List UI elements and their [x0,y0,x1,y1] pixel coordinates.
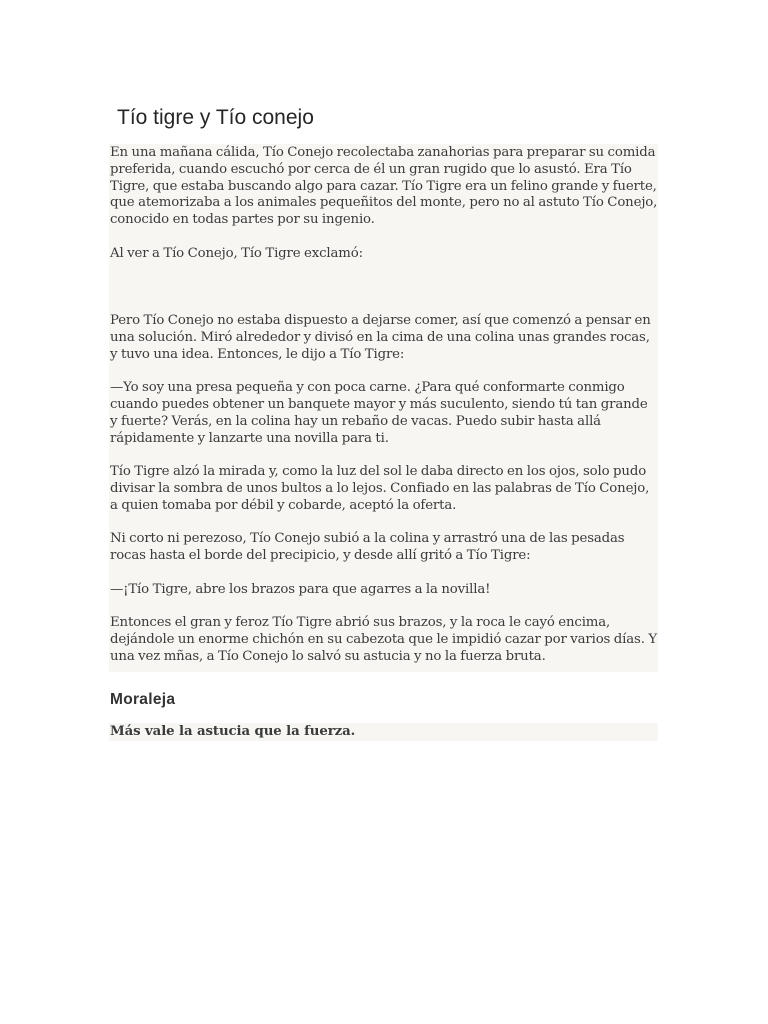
paragraph-spacer [110,447,658,464]
moral-heading: Moraleja [110,691,176,708]
story-paragraph-2: Al ver a Tío Conejo, Tío Tigre exclamó: [110,245,363,261]
moral-box [109,723,658,741]
story-paragraph-8: Entonces el gran y feroz Tío Tigre abrió sus brazos, y la roca le cayó encima, dejándole un enorme chichón en su cabezota que le impidió cazar por varios días. Y una vez mñas, a Tío Conejo lo salvó su astucia y no la fuerza bruta. [110,615,658,664]
moral-text: Más vale la astucia que la fuerza. [110,724,356,739]
story-body [109,144,658,672]
story-paragraph-3: Pero Tío Conejo no estaba dispuesto a dejarse comer, así que comenzó a pensar en una solución. Miró alrededor y divisó en la cima de una colina unas grandes rocas, y tuvo una idea. Entonces, le dijo a Tío Tigre: [110,312,651,362]
story-paragraph-4: —Yo soy una presa pequeña y con poca carne. ¿Para qué conformarte conmigo cuando puedes obtener un banquete mayor y más suculento, siendo tú tan grande y fuerte? Verás, en la colina hay un rebaño de vacas. Puedo subir hasta allá rápidamente y lanzarte una novilla para ti. [110,380,648,446]
story-title: Tío tigre y Tío conejo [117,106,314,129]
story-paragraph-6: Ni corto ni perezoso, Tío Conejo subió a la colina y arrastró una de las pesadas rocas hasta el borde del precipicio, y desde allí gritó a Tío Tigre: [110,531,625,564]
paragraph-spacer [110,363,658,380]
paragraph-spacer [110,515,658,532]
paragraph-spacer [110,599,658,616]
paragraph-spacer [110,263,658,313]
story-paragraph-5: Tío Tigre alzó la mirada y, como la luz del sol le daba directo en los ojos, solo pudo divisar la sombra de unos bultos a lo lejos. Confiado en las palabras de Tío Conejo, a quien tomaba por débil y cobarde, aceptó la oferta. [110,464,650,513]
story-paragraph-7: —¡Tío Tigre, abre los brazos para que agarres a la novilla! [110,581,491,597]
paragraph-spacer [110,229,658,246]
paragraph-spacer [110,565,658,582]
story-paragraph-1: En una mañana cálida, Tío Conejo recolectaba zanahorias para preparar su comida preferida, cuando escuchó por cerca de él un gran rugido que lo asustó. Era Tío Tigre, que estaba buscando algo para cazar. Tío Tigre era un felino grande y fuerte, que atemorizaba a los animales pequeñitos del monte, pero no al astuto Tío Conejo, conocido en todas partes por su ingenio. [110,145,658,228]
